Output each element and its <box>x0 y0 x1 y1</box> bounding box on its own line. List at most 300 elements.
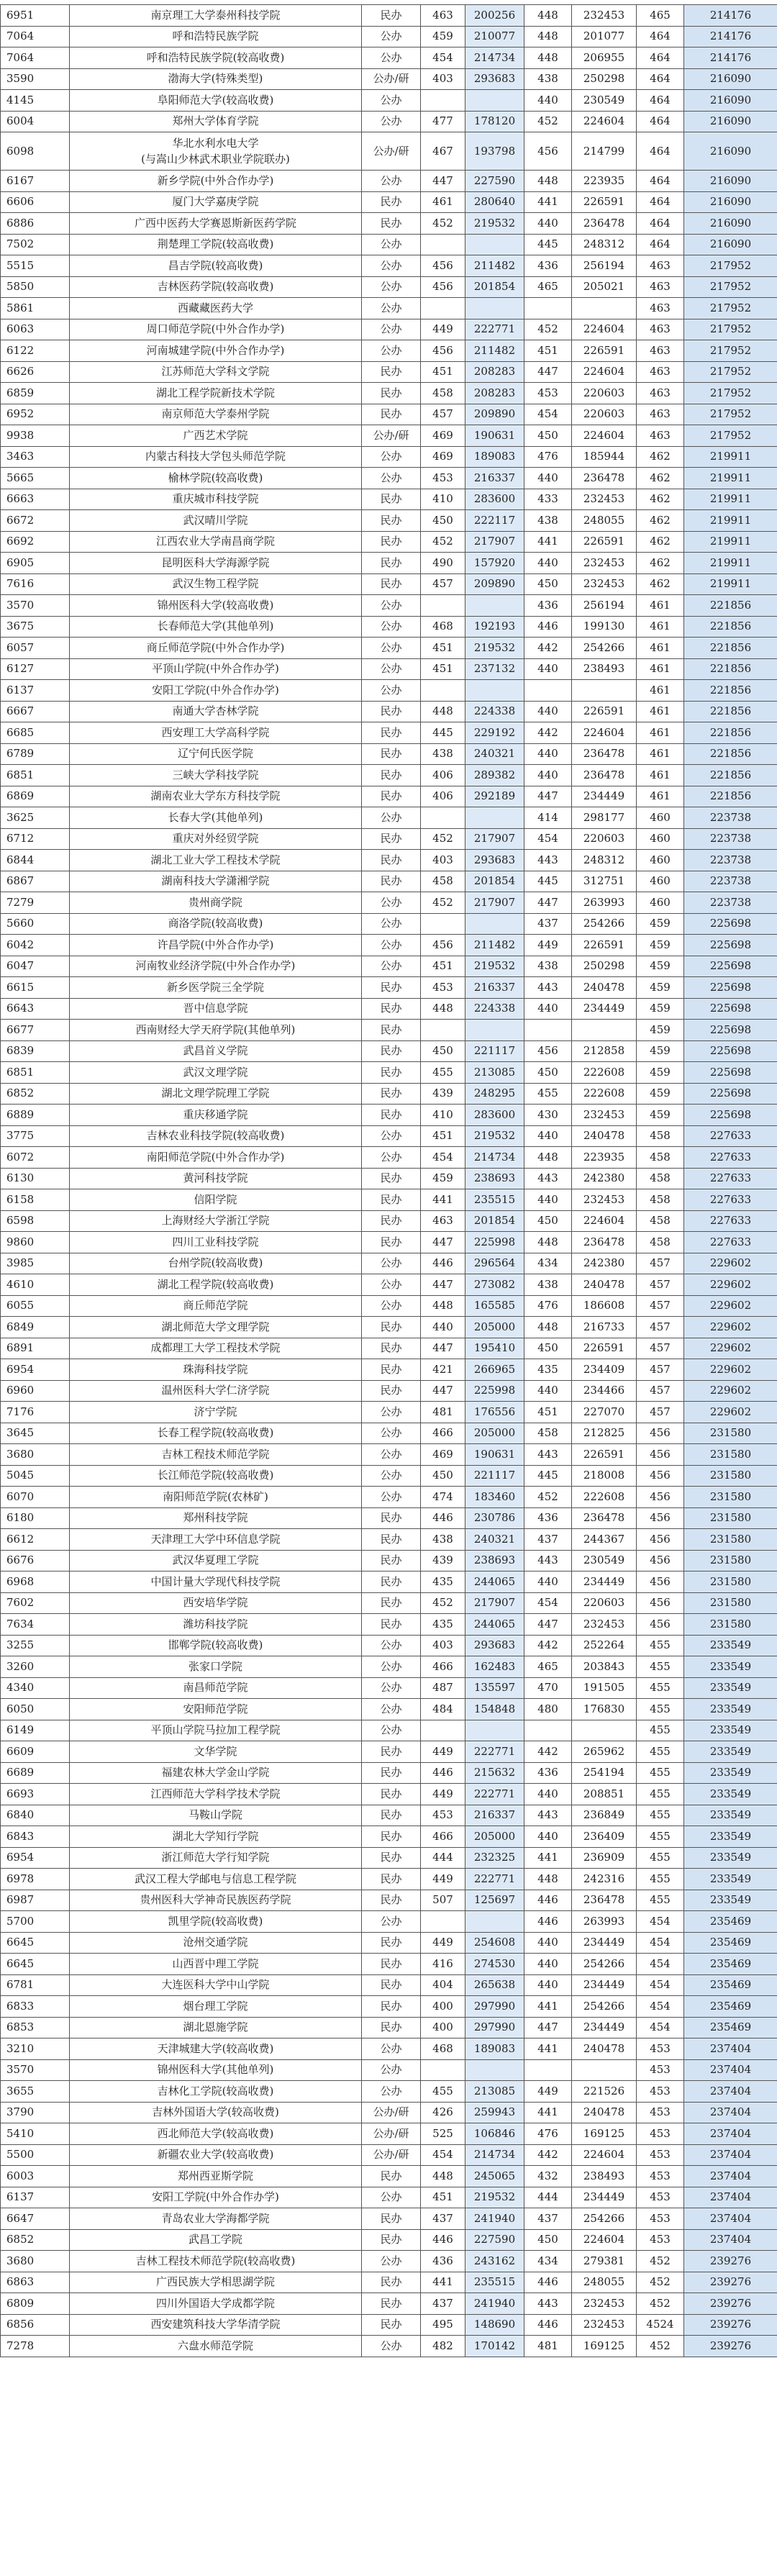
rank-2023-cell: 227633 <box>684 1125 777 1147</box>
rank-2023-cell: 231580 <box>684 1444 777 1466</box>
score-2022-cell: 443 <box>524 1805 572 1826</box>
score-2021-cell: 451 <box>421 2187 465 2208</box>
rank-2022-cell: 230549 <box>572 1550 637 1572</box>
table-row <box>1 743 777 765</box>
score-2023-cell: 462 <box>637 510 684 532</box>
rank-2023-cell: 225698 <box>684 956 777 977</box>
school-code-cell: 6609 <box>1 1741 70 1763</box>
rank-2023-cell: 217952 <box>684 383 777 404</box>
score-2022-cell: 441 <box>524 1996 572 2018</box>
rank-2022-cell: 252264 <box>572 1635 637 1656</box>
school-type-cell: 公办 <box>362 913 421 935</box>
school-code-cell: 7064 <box>1 26 70 47</box>
rank-2021-cell: 259943 <box>465 2102 524 2123</box>
rank-2021-cell <box>465 90 524 112</box>
score-2021-cell: 448 <box>421 2166 465 2187</box>
score-2023-cell: 461 <box>637 638 684 659</box>
score-2021-cell: 449 <box>421 1932 465 1954</box>
school-name-cell: 商洛学院(较高收费) <box>70 913 362 935</box>
rank-2021-cell: 216337 <box>465 1805 524 1826</box>
school-code-cell: 6781 <box>1 1974 70 1996</box>
score-2021-cell <box>421 1720 465 1741</box>
score-2022-cell: 465 <box>524 276 572 298</box>
score-2022-cell: 441 <box>524 531 572 553</box>
score-2023-cell: 457 <box>637 1402 684 1423</box>
school-type-cell: 公办 <box>362 1720 421 1741</box>
score-2022-cell: 436 <box>524 1507 572 1529</box>
school-type-cell: 民办 <box>362 977 421 999</box>
school-type-cell: 民办 <box>362 998 421 1020</box>
rank-2022-cell: 169125 <box>572 2336 637 2357</box>
rank-2022-cell: 226591 <box>572 340 637 362</box>
score-2023-cell: 461 <box>637 658 684 680</box>
score-2022-cell: 446 <box>524 1911 572 1933</box>
score-2022-cell: 441 <box>524 1847 572 1869</box>
school-name-cell: 大连医科大学中山学院 <box>70 1974 362 1996</box>
table-row <box>1 2166 777 2187</box>
rank-2022-cell: 224604 <box>572 361 637 383</box>
school-code-cell: 6047 <box>1 956 70 977</box>
score-2021-cell: 463 <box>421 5 465 27</box>
rank-2023-cell: 237404 <box>684 2208 777 2230</box>
school-type-cell: 民办 <box>362 1741 421 1763</box>
score-2022-cell: 453 <box>524 383 572 404</box>
table-row <box>1 1040 777 1062</box>
score-2023-cell: 456 <box>637 1529 684 1551</box>
rank-2021-cell: 227590 <box>465 2229 524 2251</box>
school-name-cell: 湖北文理学院理工学院 <box>70 1083 362 1105</box>
score-2021-cell: 446 <box>421 2229 465 2251</box>
school-code-cell: 6685 <box>1 722 70 744</box>
score-2021-cell <box>421 595 465 617</box>
school-code-cell: 6891 <box>1 1338 70 1359</box>
rank-2023-cell: 216090 <box>684 234 777 255</box>
school-name-cell: 西安建筑科技大学华清学院 <box>70 2314 362 2336</box>
rank-2023-cell: 219911 <box>684 510 777 532</box>
school-code-cell: 6130 <box>1 1168 70 1189</box>
school-name-cell: 吉林工程技术师范学院(较高收费) <box>70 2251 362 2272</box>
score-2021-cell: 445 <box>421 722 465 744</box>
score-2023-cell: 455 <box>637 1635 684 1656</box>
school-type-cell: 公办/研 <box>362 425 421 447</box>
table-row <box>1 2314 777 2336</box>
score-2023-cell: 455 <box>637 1699 684 1720</box>
school-name-cell: 锦州医科大学(较高收费) <box>70 595 362 617</box>
school-name-cell: 青岛农业大学海都学院 <box>70 2208 362 2230</box>
rank-2022-cell: 232453 <box>572 573 637 595</box>
school-name-cell: 晋中信息学院 <box>70 998 362 1020</box>
rank-2023-cell: 233549 <box>684 1869 777 1890</box>
score-2021-cell: 458 <box>421 871 465 892</box>
score-2021-cell: 448 <box>421 1295 465 1317</box>
school-type-cell: 公办 <box>362 319 421 340</box>
rank-2022-cell: 212858 <box>572 1040 637 1062</box>
school-name-cell: 昆明医科大学海源学院 <box>70 553 362 574</box>
school-code-cell: 6615 <box>1 977 70 999</box>
score-2022-cell: 447 <box>524 892 572 914</box>
school-code-cell: 6863 <box>1 2272 70 2293</box>
score-2023-cell: 464 <box>637 132 684 171</box>
score-2023-cell: 452 <box>637 2251 684 2272</box>
rank-2023-cell: 229602 <box>684 1338 777 1359</box>
rank-2022-cell: 254266 <box>572 638 637 659</box>
school-type-cell: 公办 <box>362 1295 421 1317</box>
school-type-cell: 民办 <box>362 828 421 850</box>
school-code-cell: 5045 <box>1 1465 70 1487</box>
rank-2022-cell: 232453 <box>572 1189 637 1211</box>
school-code-cell: 6180 <box>1 1507 70 1529</box>
school-type-cell: 公办/研 <box>362 2123 421 2145</box>
school-name-cell: 南昌师范学院 <box>70 1677 362 1699</box>
table-row <box>1 1550 777 1572</box>
score-2023-cell: 456 <box>637 1550 684 1572</box>
score-2022-cell: 447 <box>524 2017 572 2038</box>
score-2021-cell: 404 <box>421 1974 465 1996</box>
table-row <box>1 1402 777 1423</box>
school-name-cell: 台州学院(较高收费) <box>70 1253 362 1274</box>
school-type-cell: 民办 <box>362 213 421 235</box>
rank-2023-cell: 214176 <box>684 5 777 27</box>
score-2023-cell: 457 <box>637 1317 684 1338</box>
rank-2022-cell: 265962 <box>572 1741 637 1763</box>
score-2023-cell: 453 <box>637 2102 684 2123</box>
school-name-cell: 吉林化工学院(较高收费) <box>70 2081 362 2103</box>
score-2021-cell: 495 <box>421 2314 465 2336</box>
school-code-cell: 6167 <box>1 171 70 192</box>
school-name-cell: 四川外国语大学成都学院 <box>70 2293 362 2315</box>
score-2022-cell <box>524 298 572 319</box>
rank-2021-cell <box>465 298 524 319</box>
school-code-cell: 6677 <box>1 1020 70 1041</box>
score-2023-cell: 455 <box>637 1784 684 1805</box>
table-row <box>1 1487 777 1508</box>
table-row <box>1 1210 777 1232</box>
school-code-cell: 6853 <box>1 2017 70 2038</box>
school-name-cell: 广西民族大学相思湖学院 <box>70 2272 362 2293</box>
school-type-cell: 公办 <box>362 2038 421 2060</box>
rank-2022-cell: 199130 <box>572 616 637 638</box>
rank-2021-cell: 195410 <box>465 1338 524 1359</box>
rank-2023-cell: 239276 <box>684 2293 777 2315</box>
score-2023-cell: 454 <box>637 1911 684 1933</box>
score-2023-cell: 457 <box>637 1359 684 1381</box>
score-2021-cell: 457 <box>421 573 465 595</box>
school-type-cell: 公办 <box>362 616 421 638</box>
score-2023-cell: 456 <box>637 1614 684 1636</box>
rank-2021-cell: 292189 <box>465 786 524 807</box>
rank-2023-cell: 216090 <box>684 132 777 171</box>
rank-2021-cell <box>465 2059 524 2081</box>
rank-2022-cell: 254194 <box>572 1762 637 1784</box>
school-name-cell: 武汉生物工程学院 <box>70 573 362 595</box>
school-code-cell: 7602 <box>1 1592 70 1614</box>
rank-2022-cell: 224604 <box>572 425 637 447</box>
score-2023-cell: 461 <box>637 765 684 786</box>
score-2021-cell: 426 <box>421 2102 465 2123</box>
table-row <box>1 1656 777 1678</box>
rank-2022-cell: 214799 <box>572 132 637 171</box>
rank-2021-cell: 183460 <box>465 1487 524 1508</box>
rank-2023-cell: 231580 <box>684 1529 777 1551</box>
table-row <box>1 1062 777 1084</box>
rank-2023-cell: 231580 <box>684 1465 777 1487</box>
table-row <box>1 2038 777 2060</box>
rank-2022-cell: 234466 <box>572 1380 637 1402</box>
rank-2023-cell: 233549 <box>684 1635 777 1656</box>
rank-2022-cell: 226591 <box>572 1338 637 1359</box>
rank-2022-cell: 244367 <box>572 1529 637 1551</box>
school-name-cell: 广西中医药大学赛恩斯新医药学院 <box>70 213 362 235</box>
score-2023-cell: 456 <box>637 1423 684 1444</box>
rank-2021-cell: 227590 <box>465 171 524 192</box>
school-name-cell: 西安培华学院 <box>70 1592 362 1614</box>
school-name-cell: 南京师范大学泰州学院 <box>70 404 362 425</box>
school-name-cell: 安阳师范学院 <box>70 1699 362 1720</box>
score-2021-cell: 439 <box>421 1550 465 1572</box>
school-name-cell: 新乡医学院三全学院 <box>70 977 362 999</box>
school-type-cell: 公办 <box>362 1465 421 1487</box>
score-2023-cell: 455 <box>637 1869 684 1890</box>
rank-2022-cell: 226591 <box>572 935 637 956</box>
score-2022-cell: 438 <box>524 956 572 977</box>
school-type-cell: 民办 <box>362 1550 421 1572</box>
school-name-cell: 呼和浩特民族学院(较高收费) <box>70 47 362 69</box>
school-type-cell: 民办 <box>362 1614 421 1636</box>
score-2023-cell: 458 <box>637 1189 684 1211</box>
school-type-cell: 公办 <box>362 171 421 192</box>
score-2023-cell: 459 <box>637 998 684 1020</box>
school-type-cell: 民办 <box>362 191 421 213</box>
rank-2023-cell: 217952 <box>684 404 777 425</box>
rank-2023-cell: 231580 <box>684 1423 777 1444</box>
score-2023-cell: 463 <box>637 404 684 425</box>
school-name-cell: 昌吉学院(较高收费) <box>70 255 362 277</box>
score-2023-cell: 461 <box>637 701 684 722</box>
score-2022-cell: 442 <box>524 1741 572 1763</box>
rank-2023-cell: 221856 <box>684 743 777 765</box>
rank-2021-cell: 214734 <box>465 1147 524 1169</box>
score-2022-cell: 452 <box>524 319 572 340</box>
score-2021-cell: 454 <box>421 1147 465 1169</box>
rank-2023-cell: 239276 <box>684 2251 777 2272</box>
rank-2022-cell: 232453 <box>572 1105 637 1126</box>
rank-2022-cell: 234449 <box>572 998 637 1020</box>
school-name-cell: 武汉华夏理工学院 <box>70 1550 362 1572</box>
school-type-cell: 公办 <box>362 2059 421 2081</box>
score-2021-cell: 449 <box>421 1741 465 1763</box>
school-type-cell: 民办 <box>362 553 421 574</box>
score-2023-cell: 458 <box>637 1232 684 1253</box>
score-2023-cell: 458 <box>637 1125 684 1147</box>
rank-2021-cell: 297990 <box>465 1996 524 2018</box>
rank-2022-cell: 226591 <box>572 1444 637 1466</box>
school-name-cell: 许昌学院(中外合作办学) <box>70 935 362 956</box>
rank-2023-cell: 229602 <box>684 1402 777 1423</box>
rank-2022-cell: 240478 <box>572 1125 637 1147</box>
score-2022-cell: 434 <box>524 1253 572 1274</box>
rank-2023-cell: 227633 <box>684 1210 777 1232</box>
school-code-cell: 6692 <box>1 531 70 553</box>
school-code-cell: 6050 <box>1 1699 70 1720</box>
school-name-cell: 锦州医科大学(其他单列) <box>70 2059 362 2081</box>
score-2023-cell: 462 <box>637 489 684 510</box>
rank-2023-cell: 225698 <box>684 977 777 999</box>
rank-2021-cell: 209890 <box>465 404 524 425</box>
score-2022-cell: 447 <box>524 786 572 807</box>
table-row <box>1 340 777 362</box>
rank-2023-cell: 214176 <box>684 47 777 69</box>
rank-2021-cell: 205000 <box>465 1826 524 1848</box>
school-code-cell: 6833 <box>1 1996 70 2018</box>
score-2021-cell: 484 <box>421 1699 465 1720</box>
school-code-cell: 5861 <box>1 298 70 319</box>
rank-2023-cell: 219911 <box>684 468 777 489</box>
rank-2021-cell: 217907 <box>465 1592 524 1614</box>
table-row <box>1 595 777 617</box>
school-name-cell: 沧州交通学院 <box>70 1932 362 1954</box>
score-2023-cell: 453 <box>637 2229 684 2251</box>
score-2021-cell: 447 <box>421 1380 465 1402</box>
rank-2022-cell <box>572 1720 637 1741</box>
rank-2023-cell: 225698 <box>684 1020 777 1041</box>
score-2022-cell: 448 <box>524 5 572 27</box>
score-2023-cell: 460 <box>637 850 684 871</box>
score-2023-cell: 463 <box>637 383 684 404</box>
rank-2021-cell: 222771 <box>465 1741 524 1763</box>
rank-2022-cell: 234449 <box>572 1572 637 1593</box>
rank-2022-cell: 216733 <box>572 1317 637 1338</box>
school-code-cell: 6978 <box>1 1869 70 1890</box>
rank-2022-cell: 220603 <box>572 1592 637 1614</box>
rank-2022-cell <box>572 298 637 319</box>
school-type-cell: 民办 <box>362 1592 421 1614</box>
score-2022-cell: 448 <box>524 1147 572 1169</box>
table-row <box>1 191 777 213</box>
school-type-cell: 民办 <box>362 1974 421 1996</box>
rank-2021-cell: 216337 <box>465 468 524 489</box>
school-code-cell: 5410 <box>1 2123 70 2145</box>
rank-2023-cell: 233549 <box>684 1762 777 1784</box>
school-name-cell: 安阳工学院(中外合作办学) <box>70 680 362 702</box>
school-code-cell: 6137 <box>1 2187 70 2208</box>
school-type-cell: 民办 <box>362 1168 421 1189</box>
rank-2022-cell: 242380 <box>572 1253 637 1274</box>
score-2023-cell: 462 <box>637 531 684 553</box>
school-code-cell: 6057 <box>1 638 70 659</box>
table-row <box>1 1083 777 1105</box>
score-2021-cell: 450 <box>421 1465 465 1487</box>
school-code-cell: 6869 <box>1 786 70 807</box>
rank-2023-cell: 237404 <box>684 2166 777 2187</box>
score-2023-cell: 460 <box>637 807 684 829</box>
score-2023-cell: 457 <box>637 1295 684 1317</box>
score-2021-cell: 482 <box>421 2336 465 2357</box>
school-code-cell: 6987 <box>1 1890 70 1911</box>
rank-2022-cell: 222608 <box>572 1083 637 1105</box>
table-row <box>1 2293 777 2315</box>
table-row <box>1 553 777 574</box>
school-type-cell: 民办 <box>362 404 421 425</box>
rank-2023-cell: 235469 <box>684 1932 777 1954</box>
score-2022-cell: 448 <box>524 1317 572 1338</box>
school-type-cell: 民办 <box>362 743 421 765</box>
score-2021-cell: 410 <box>421 489 465 510</box>
table-row <box>1 234 777 255</box>
table-row <box>1 2336 777 2357</box>
school-code-cell: 6127 <box>1 658 70 680</box>
score-2021-cell: 406 <box>421 765 465 786</box>
score-2022-cell: 476 <box>524 1295 572 1317</box>
school-type-cell: 公办 <box>362 638 421 659</box>
school-type-cell: 民办 <box>362 2017 421 2038</box>
school-type-cell: 公办 <box>362 892 421 914</box>
table-row <box>1 531 777 553</box>
rank-2022-cell: 205021 <box>572 276 637 298</box>
school-code-cell: 3680 <box>1 2251 70 2272</box>
rank-2022-cell: 224604 <box>572 319 637 340</box>
school-name-cell: 荆楚理工学院(较高收费) <box>70 234 362 255</box>
score-2023-cell: 461 <box>637 680 684 702</box>
school-name-cell: 上海财经大学浙江学院 <box>70 1210 362 1232</box>
score-2021-cell: 449 <box>421 1869 465 1890</box>
rank-2021-cell: 222117 <box>465 510 524 532</box>
rank-2021-cell: 244065 <box>465 1572 524 1593</box>
rank-2023-cell: 227633 <box>684 1232 777 1253</box>
rank-2021-cell: 222771 <box>465 319 524 340</box>
rank-2021-cell: 283600 <box>465 1105 524 1126</box>
school-code-cell: 6676 <box>1 1550 70 1572</box>
rank-2023-cell: 233549 <box>684 1741 777 1763</box>
school-type-cell: 民办 <box>362 1232 421 1253</box>
table-row <box>1 1020 777 1041</box>
rank-2023-cell: 221856 <box>684 616 777 638</box>
score-2021-cell: 454 <box>421 2144 465 2166</box>
score-2021-cell: 469 <box>421 446 465 468</box>
rank-2021-cell: 240321 <box>465 743 524 765</box>
table-row <box>1 1720 777 1741</box>
rank-2021-cell: 189083 <box>465 2038 524 2060</box>
score-2023-cell: 458 <box>637 1168 684 1189</box>
score-2023-cell: 454 <box>637 1974 684 1996</box>
score-2021-cell: 446 <box>421 1762 465 1784</box>
school-type-cell: 民办 <box>362 1507 421 1529</box>
table-row <box>1 2272 777 2293</box>
rank-2023-cell: 231580 <box>684 1550 777 1572</box>
school-code-cell: 6689 <box>1 1762 70 1784</box>
score-2021-cell: 435 <box>421 1572 465 1593</box>
school-type-cell: 公办 <box>362 1656 421 1678</box>
school-type-cell: 公办 <box>362 1147 421 1169</box>
score-2022-cell: 440 <box>524 1125 572 1147</box>
rank-2023-cell: 233549 <box>684 1699 777 1720</box>
table-row <box>1 2081 777 2103</box>
school-code-cell: 6867 <box>1 871 70 892</box>
rank-2022-cell: 224604 <box>572 722 637 744</box>
rank-2022-cell: 248055 <box>572 2272 637 2293</box>
school-code-cell: 6042 <box>1 935 70 956</box>
score-2023-cell: 464 <box>637 90 684 112</box>
score-2023-cell: 458 <box>637 1147 684 1169</box>
rank-2023-cell: 235469 <box>684 1996 777 2018</box>
table-row <box>1 998 777 1020</box>
score-2022-cell: 481 <box>524 2336 572 2357</box>
school-type-cell: 民办 <box>362 2293 421 2315</box>
rank-2021-cell: 243162 <box>465 2251 524 2272</box>
school-name-cell: 济宁学院 <box>70 1402 362 1423</box>
score-2022-cell: 443 <box>524 850 572 871</box>
score-2021-cell: 451 <box>421 1125 465 1147</box>
school-code-cell: 6645 <box>1 1932 70 1954</box>
